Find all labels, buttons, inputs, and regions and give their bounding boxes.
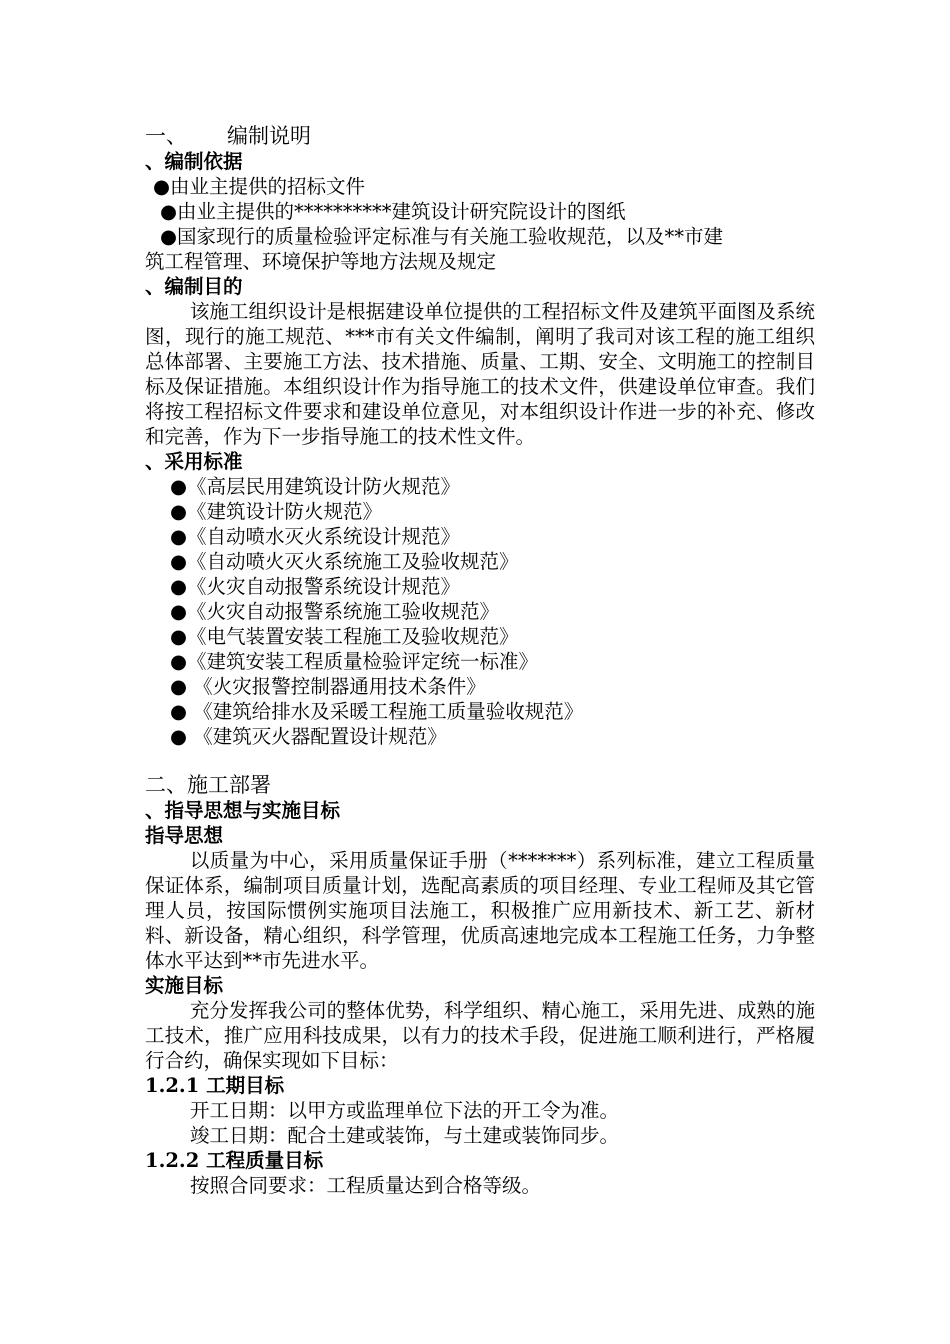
basis-heading: 、编制依据 [145, 150, 243, 173]
quality-line: 按照合同要求：工程质量达到合格等级。 [190, 1174, 542, 1197]
end-date-line: 竣工日期：配合土建或装饰，与土建或装饰同步。 [190, 1124, 620, 1147]
standard-item: ● 《火灾报警控制器通用技术条件》 [170, 675, 486, 698]
period-heading: 1.2.1 工期目标 [145, 1074, 285, 1097]
standard-item: ●《自动喷水灭火系统设计规范》 [170, 525, 461, 548]
basis-item: ●由业主提供的**********建筑设计研究院设计的图纸 [160, 200, 626, 223]
basis-item-continued: 筑工程管理、环境保护等地方法规及规定 [145, 250, 497, 273]
guide-subheading: 指导思想 [145, 824, 224, 847]
section-1-title [145, 124, 815, 149]
purpose-heading: 、编制目的 [145, 275, 243, 298]
basis-item: ●国家现行的质量检验评定标准与有关施工验收规范，以及**市建 [160, 225, 724, 248]
section-spacer [145, 749, 815, 773]
section-1-number: 一、 [145, 124, 187, 148]
guide-heading: 、指导思想与实施目标 [145, 799, 341, 822]
guide-paragraph: 以质量为中心，采用质量保证手册（*******）系列标准，建立工程质量保证体系，编制项目质量计划，选配高素质的项目经理、专业工程师及其它管理人员，按国际惯例实施项目法施工，积极推广应用新技术、新工艺、新材料、新设备，精心组织，科学管理，优质高速地完成本工程施工任务，力争整体水平达到**市先进水平。 [145, 849, 815, 972]
goal-paragraph: 充分发挥我公司的整体优势，科学组织、精心施工，采用先进、成熟的施工技术，推广应用科技成果，以有力的技术手段，促进施工顺利进行，严格履行合约，确保实现如下目标： [145, 999, 815, 1072]
section-2-title: 二、施工部署 [145, 773, 271, 797]
basis-item: ●由业主提供的招标文件 [153, 175, 366, 198]
standard-item: ● 《建筑灭火器配置设计规范》 [170, 725, 447, 748]
purpose-paragraph: 该施工组织设计是根据建设单位提供的工程招标文件及建筑平面图及系统图，现行的施工规范、***市有关文件编制，阐明了我司对该工程的施工组织总体部署、主要施工方法、技术措施、质量、工期、安全、文明施工的控制目标及保证措施。本组织设计作为指导施工的技术文件，供建设单位审查。我们将按工程招标文件要求和建设单位意见，对本组织设计作进一步的补充、修改和完善，作为下一步指导施工的技术性文件。 [145, 300, 815, 448]
section-1-title-text: 编制说明 [227, 124, 311, 148]
standard-item: ●《火灾自动报警系统设计规范》 [170, 575, 461, 598]
standard-item: ●《自动喷火灭火系统施工及验收规范》 [170, 550, 519, 573]
standard-item: ● 《建筑给排水及采暖工程施工质量验收规范》 [170, 700, 584, 723]
standard-item: ●《建筑设计防火规范》 [170, 500, 383, 523]
goal-subheading: 实施目标 [145, 974, 224, 997]
document-body [145, 124, 815, 1198]
standard-item: ●《高层民用建筑设计防火规范》 [170, 475, 461, 498]
standard-item: ●《建筑安装工程质量检验评定统一标准》 [170, 650, 539, 673]
standards-heading: 、采用标准 [145, 450, 243, 473]
standard-item: ●《火灾自动报警系统施工验收规范》 [170, 600, 500, 623]
start-date-line: 开工日期：以甲方或监理单位下法的开工令为准。 [190, 1099, 620, 1122]
quality-heading: 1.2.2 工程质量目标 [145, 1149, 324, 1172]
standard-item: ●《电气装置安装工程施工及验收规范》 [170, 625, 519, 648]
